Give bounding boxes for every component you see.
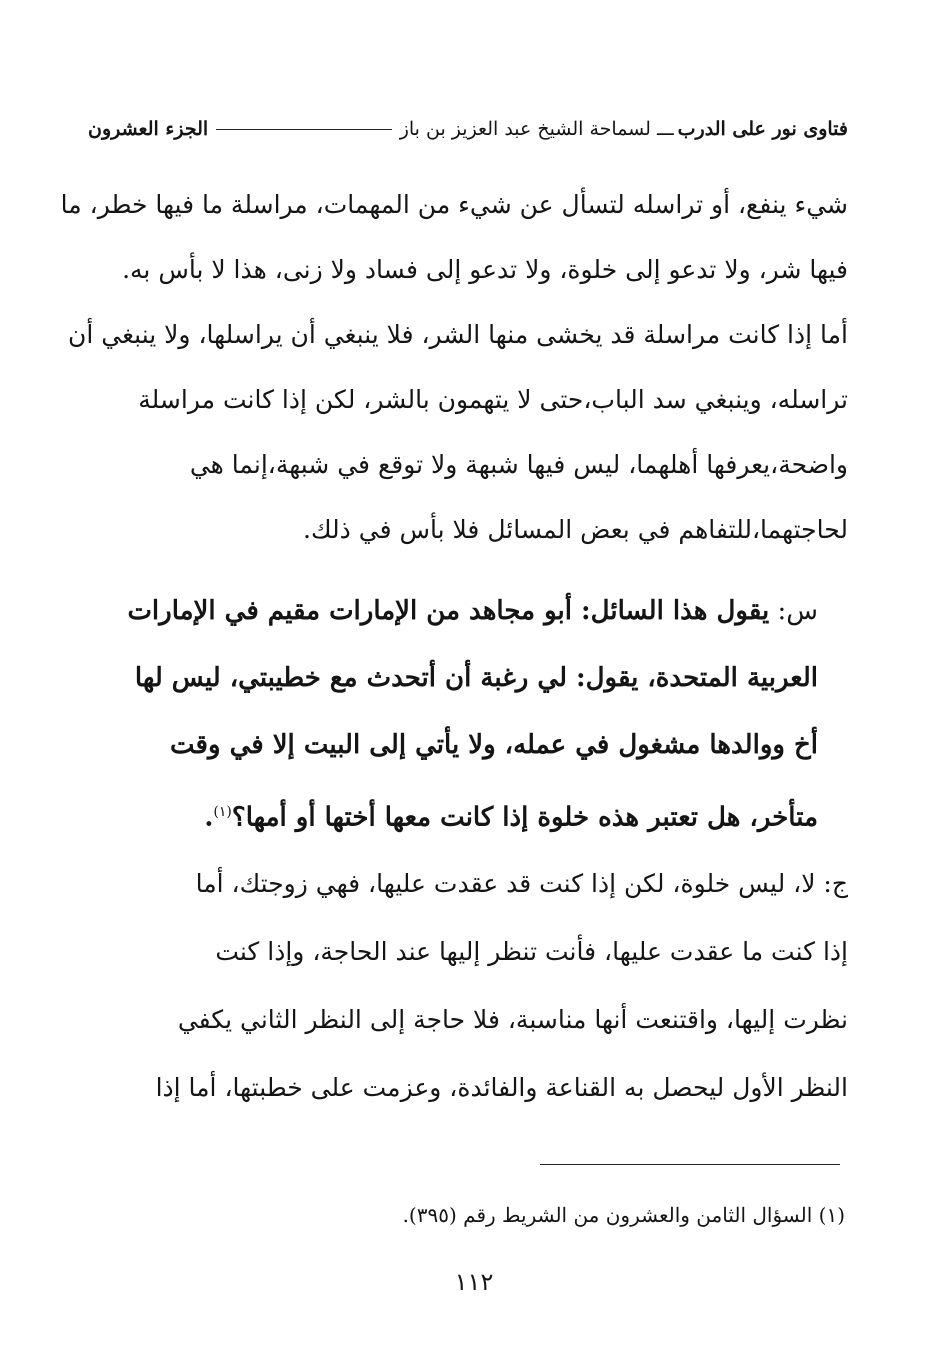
question-text: يقول هذا السائل: أبو مجاهد من الإمارات مقيم في الإمارات: [127, 596, 770, 626]
text-line: فيها شر، ولا تدعو إلى خلوة، ولا تدعو إلى فساد ولا زنى، هذا لا بأس به.: [122, 255, 848, 284]
text-line: أما إذا كانت مراسلة قد يخشى منها الشر، فلا ينبغي أن يراسلها، ولا ينبغي أن: [68, 320, 848, 349]
volume-label: الجزء العشرون: [88, 118, 209, 140]
author-line: ـــ لسماحة الشيخ عبد العزيز بن باز: [399, 118, 674, 140]
running-header: [88, 112, 848, 146]
text-line: العربية المتحدة، يقول: لي رغبة أن أتحدث مع خطيبتي، ليس لها: [134, 663, 818, 693]
text-line: لحاجتهما،للتفاهم في بعض المسائل فلا بأس في ذلك.: [303, 515, 848, 544]
answer-continuation-paragraph: [60, 172, 848, 562]
text-line: إذا كنت ما عقدت عليها، فأنت تنظر إليها عند الحاجة، وإذا كنت: [215, 937, 848, 966]
page-number: ١١٢: [454, 1268, 494, 1296]
question-text: متأخر، هل تعتبر هذه خلوة إذا كانت معها أختها أو أمها؟: [231, 802, 818, 833]
text-line: ج: لا، ليس خلوة، لكن إذا كنت قد عقدت عليها، فهي زوجتك، أما: [195, 869, 848, 898]
question-prefix: س:: [769, 596, 818, 626]
header-rule: [216, 129, 392, 130]
footnote-rule: [540, 1164, 840, 1165]
text-line: شيء ينفع، أو تراسله لتسأل عن شيء من المهمات، مراسلة ما فيها خطر، ما: [60, 190, 848, 219]
footnote: (١) السؤال الثامن والعشرون من الشريط رقم (٣٩٥).: [402, 1203, 845, 1227]
end-mark: .: [204, 802, 214, 833]
text-line: [78, 578, 818, 645]
text-line: تراسله، وينبغي سد الباب،حتى لا يتهمون بالشر، لكن إذا كانت مراسلة: [138, 385, 848, 414]
text-line: [78, 779, 818, 852]
text-line: النظر الأول ليحصل به القناعة والفائدة، وعزمت على خطبتها، أما إذا: [155, 1073, 848, 1102]
text-line: نظرت إليها، واقتنعت أنها مناسبة، فلا حاجة إلى النظر الثاني يكفي: [177, 1005, 848, 1034]
text-line: أخ ووالدها مشغول في عمله، ولا يأتي إلى البيت إلا في وقت: [170, 730, 818, 760]
answer-paragraph: [78, 850, 848, 1122]
question-paragraph: [78, 578, 818, 852]
book-title: فتاوى نور على الدرب: [677, 118, 848, 140]
text-line: واضحة،يعرفها أهلهما، ليس فيها شبهة ولا توقع في شبهة،إنما هي: [189, 450, 848, 479]
footnote-reference: (١): [213, 804, 232, 820]
